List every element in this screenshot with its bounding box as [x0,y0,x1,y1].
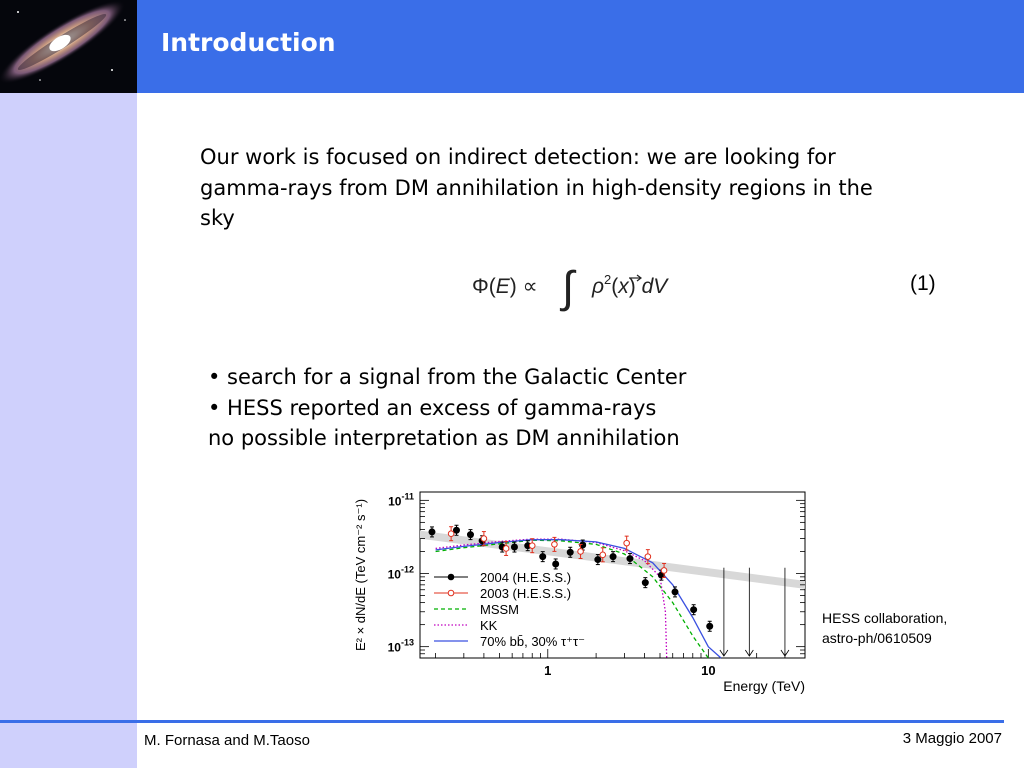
data-point [481,536,487,542]
bullet-item: • HESS reported an excess of gamma-rays [208,395,657,420]
data-point [672,589,678,595]
data-point [511,544,517,550]
equation-number: (1) [910,272,936,295]
legend-label: MSSM [480,602,519,617]
data-point [467,532,473,538]
hess-spectrum-chart [350,484,810,696]
flux-equation [472,258,712,320]
sidebar-panel [0,93,137,768]
chart-svg [350,484,810,696]
data-point [529,543,535,549]
y-tick-label: $10^{-12}$ [387,564,414,582]
data-point [610,554,616,560]
data-point [429,529,435,535]
data-point [540,554,546,560]
legend-marker [448,590,454,596]
data-point [624,540,630,546]
data-point [453,527,459,533]
y-axis-label: E² × dN/dE (TeV cm⁻² s⁻¹) [353,498,368,652]
legend-label: 2003 (H.E.S.S.) [480,586,572,601]
data-point [553,561,559,567]
x-tick-label: 10 [701,663,716,678]
data-point [707,623,713,629]
data-point [661,568,667,574]
data-point [578,549,584,555]
bullet-note: no possible interpretation as DM annihilation [208,426,680,450]
svg-text:Φ(E) ∝: Φ(E) ∝ [472,275,538,298]
data-point [595,557,601,563]
x-tick-label: 1 [544,663,552,678]
data-point [627,556,633,562]
legend-marker [448,574,454,580]
bullet-item: • search for a signal from the Galactic Center [208,365,687,389]
header-bar [137,0,1024,93]
legend-label: 70% bb̄, 30% τ⁺τ⁻ [480,634,585,649]
galaxy-image [0,0,137,93]
citation [822,608,947,648]
svg-text:∫: ∫ [562,263,575,312]
data-point [642,580,648,586]
y-tick-label: $10^{-11}$ [388,491,414,509]
data-point [567,549,573,555]
data-point [645,554,651,560]
legend-label: 2004 (H.E.S.S.) [480,570,572,585]
data-point [448,531,454,537]
citation-line: HESS collaboration, [822,610,948,626]
slide-title: Introduction [161,28,336,57]
bullet-list [208,362,686,454]
intro-paragraph: Our work is focused on indirect detection: we are looking for gamma-rays from DM annihilation in high-density regions in the sky [200,145,873,230]
x-axis-label: Energy (TeV) [723,678,805,694]
data-point [691,607,697,613]
footer-authors: M. Fornasa and M.Taoso [144,732,310,749]
svg-text:ρ2(x) dV: $\rho^2(x)$ dV [592,272,668,298]
citation-line: astro-ph/0610509 [822,630,932,646]
data-point [600,552,606,558]
footer-rule [0,720,1004,723]
data-point [503,546,509,552]
data-point [552,542,558,548]
footer-date: 3 Maggio 2007 [902,730,1002,747]
y-tick-label: $10^{-13}$ [387,637,414,655]
legend-label: KK [480,618,498,633]
